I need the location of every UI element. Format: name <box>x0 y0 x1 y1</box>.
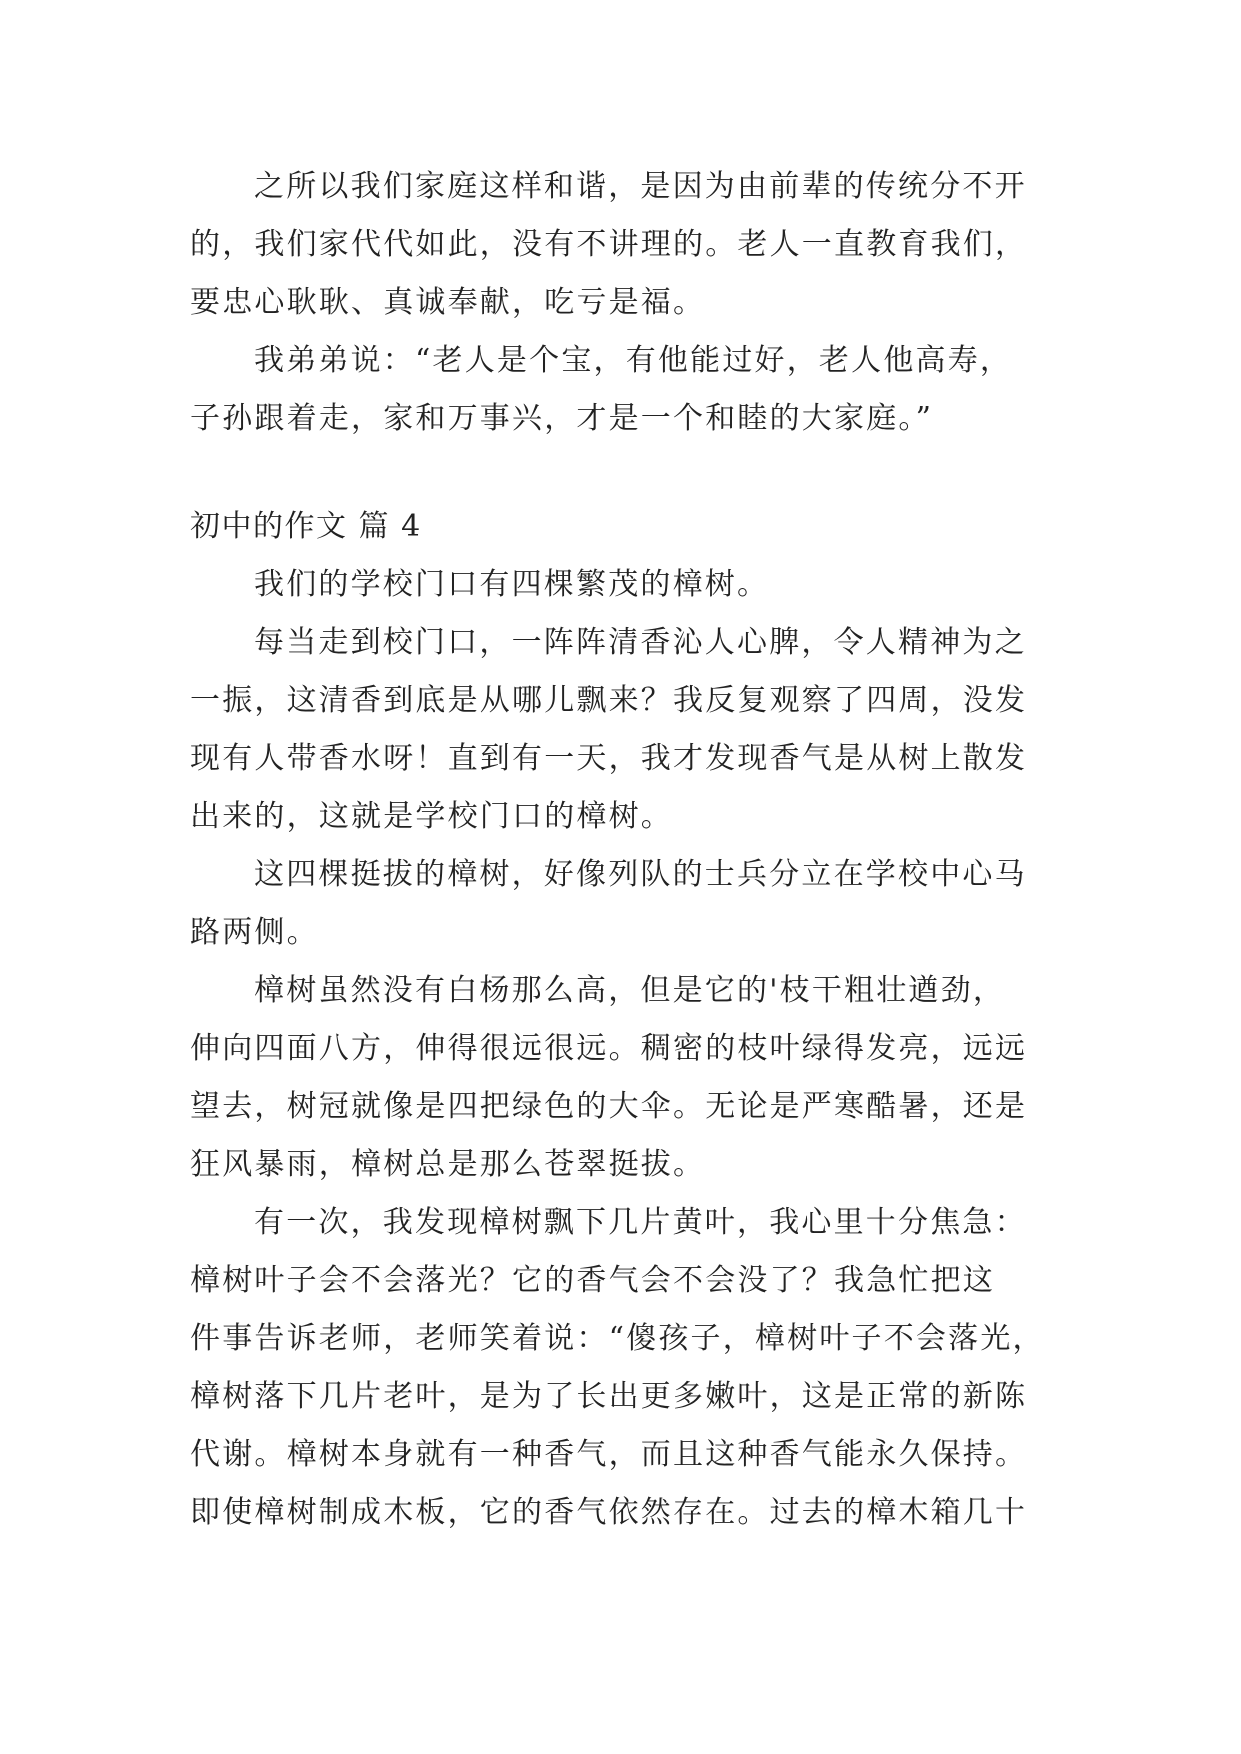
paragraph-family-harmony <box>190 158 1060 332</box>
text-line: 要忠心耿耿、真诚奉献，吃亏是福。 <box>190 285 706 320</box>
text-line: 即使樟树制成木板，它的香气依然存在。过去的樟木箱几十 <box>190 1495 1028 1530</box>
text-line: 的，我们家代代如此，没有不讲理的。老人一直教育我们， <box>190 227 1028 262</box>
text-line: 路两侧。 <box>190 915 319 950</box>
text-line: 之所以我们家庭这样和谐，是因为由前辈的传统分不开 <box>254 169 1027 204</box>
text-line: 伸向四面八方，伸得很远很远。稠密的枝叶绿得发亮，远远 <box>190 1031 1028 1066</box>
paragraph-soldiers <box>190 846 1060 962</box>
paragraph-brother-quote <box>190 332 1060 448</box>
text-line: 代谢。樟树本身就有一种香气，而且这种香气能永久保持。 <box>190 1437 1028 1472</box>
text-line: 一振，这清香到底是从哪儿飘来？我反复观察了四周，没发 <box>190 683 1028 718</box>
text-line: 件事告诉老师，老师笑着说：“傻孩子，樟树叶子不会落光， <box>190 1321 1045 1356</box>
paragraph-camphor-intro <box>190 556 1060 614</box>
text-line: 狂风暴雨，樟树总是那么苍翠挺拔。 <box>190 1147 706 1182</box>
text-line: 望去，树冠就像是四把绿色的大伞。无论是严寒酷暑，还是 <box>190 1089 1028 1124</box>
text-line: 我弟弟说：“老人是个宝，有他能过好，老人他高寿， <box>254 343 1013 378</box>
section-title: 初中的作文 篇 4 <box>190 509 422 544</box>
text-line: 樟树叶子会不会落光？它的香气会不会没了？我急忙把这 <box>190 1263 995 1298</box>
paragraph-fragrance <box>190 614 1060 846</box>
paragraph-yellow-leaves <box>190 1194 1060 1542</box>
text-line: 我们的学校门口有四棵繁茂的樟树。 <box>254 567 770 602</box>
text-line: 子孙跟着走，家和万事兴，才是一个和睦的大家庭。” <box>190 401 934 436</box>
text-line: 出来的，这就是学校门口的樟树。 <box>190 799 673 834</box>
text-line: 每当走到校门口，一阵阵清香沁人心脾，令人精神为之 <box>254 625 1027 660</box>
text-line: 樟树虽然没有白杨那么高，但是它的'枝干粗壮遒劲， <box>254 973 1006 1008</box>
text-line: 有一次，我发现樟树飘下几片黄叶，我心里十分焦急： <box>254 1205 1027 1240</box>
section-spacer <box>190 448 1060 498</box>
document-body <box>190 158 1060 1542</box>
text-line: 现有人带香水呀！直到有一天，我才发现香气是从树上散发 <box>190 741 1028 776</box>
text-line: 樟树落下几片老叶，是为了长出更多嫩叶，这是正常的新陈 <box>190 1379 1028 1414</box>
text-line: 这四棵挺拔的樟树，好像列队的士兵分立在学校中心马 <box>254 857 1027 892</box>
paragraph-branches <box>190 962 1060 1194</box>
